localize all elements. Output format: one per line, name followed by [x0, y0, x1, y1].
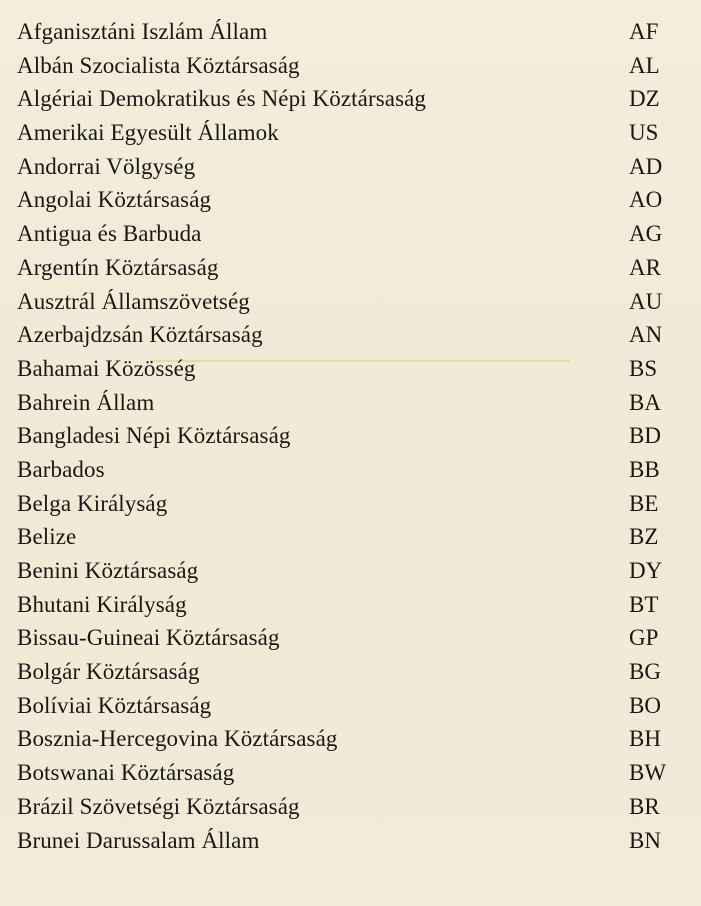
country-code: BH: [629, 726, 661, 752]
country-code: GP: [629, 625, 659, 651]
country-code: BN: [629, 827, 661, 853]
list-item: [0, 824, 701, 858]
country-code: AL: [629, 52, 660, 78]
list-item: [0, 251, 701, 285]
country-code: US: [629, 120, 659, 146]
list-item: [0, 689, 701, 723]
list-item: [0, 487, 701, 521]
country-code: AU: [629, 288, 663, 314]
country-name: Belize: [17, 524, 77, 550]
country-name: Bangladesi Népi Köztársaság: [17, 423, 291, 449]
country-name: Argentín Köztársaság: [17, 254, 219, 280]
country-code: AF: [629, 19, 659, 44]
list-item: [0, 217, 701, 251]
country-name: Bolíviai Köztársaság: [17, 692, 212, 718]
list-item: [0, 285, 701, 319]
country-name: Belga Királyság: [17, 490, 168, 516]
list-item: [0, 790, 701, 824]
country-code: BO: [629, 692, 661, 718]
country-name: Andorrai Völgység: [17, 153, 196, 179]
list-item: [0, 49, 701, 83]
country-code-list: [0, 15, 701, 857]
country-code: BR: [629, 793, 660, 819]
country-code: AN: [629, 322, 663, 348]
country-code: AD: [629, 153, 663, 179]
list-item: [0, 756, 701, 790]
country-name: Bahamai Közösség: [17, 355, 196, 381]
list-item: [0, 588, 701, 622]
country-code: BE: [629, 490, 659, 516]
country-name: Albán Szocialista Köztársaság: [17, 52, 300, 78]
country-code: BA: [629, 389, 661, 415]
list-item: [0, 352, 701, 386]
country-code: BG: [629, 659, 661, 685]
country-name: Bosznia-Hercegovina Köztársaság: [17, 726, 338, 752]
country-name: Afganisztáni Iszlám Állam: [17, 19, 268, 44]
country-code: BT: [629, 591, 659, 617]
country-code: BS: [629, 355, 658, 381]
country-name: Ausztrál Államszövetség: [17, 288, 250, 314]
list-item: [0, 554, 701, 588]
list-item: [0, 386, 701, 420]
country-name: Barbados: [17, 456, 105, 482]
country-name: Bolgár Köztársaság: [17, 659, 200, 685]
country-name: Bahrein Állam: [17, 389, 155, 415]
country-name: Bhutani Királyság: [17, 591, 187, 617]
country-code: BZ: [629, 524, 659, 550]
list-item: [0, 82, 701, 116]
list-item: [0, 116, 701, 150]
country-code: AO: [629, 187, 663, 213]
country-code: BB: [629, 456, 660, 482]
list-item: [0, 419, 701, 453]
country-name: Azerbajdzsán Köztársaság: [17, 322, 263, 348]
list-item: [0, 183, 701, 217]
country-code: BW: [629, 760, 667, 786]
country-code: DZ: [629, 86, 660, 112]
list-item: [0, 150, 701, 184]
country-code: DY: [629, 558, 663, 583]
list-item: [0, 722, 701, 756]
country-name: Antigua és Barbuda: [17, 221, 202, 247]
country-name: Algériai Demokratikus és Népi Köztársaság: [17, 86, 427, 112]
list-item: [0, 453, 701, 487]
list-item: [0, 318, 701, 352]
country-name: Amerikai Egyesült Államok: [17, 120, 279, 146]
country-name: Bissau-Guineai Köztársaság: [17, 625, 280, 651]
list-item: [0, 621, 701, 655]
country-code: BD: [629, 423, 661, 449]
country-name: Brunei Darussalam Állam: [17, 827, 260, 853]
country-name: Brázil Szövetségi Köztársaság: [17, 793, 300, 819]
list-item: [0, 520, 701, 554]
list-item: [0, 655, 701, 689]
country-code: AG: [629, 221, 663, 247]
country-code: AR: [629, 254, 661, 280]
country-name: Angolai Köztársaság: [17, 187, 212, 213]
country-name: Benini Köztársaság: [17, 558, 199, 583]
country-name: Botswanai Köztársaság: [17, 760, 235, 786]
list-item: [0, 15, 701, 49]
